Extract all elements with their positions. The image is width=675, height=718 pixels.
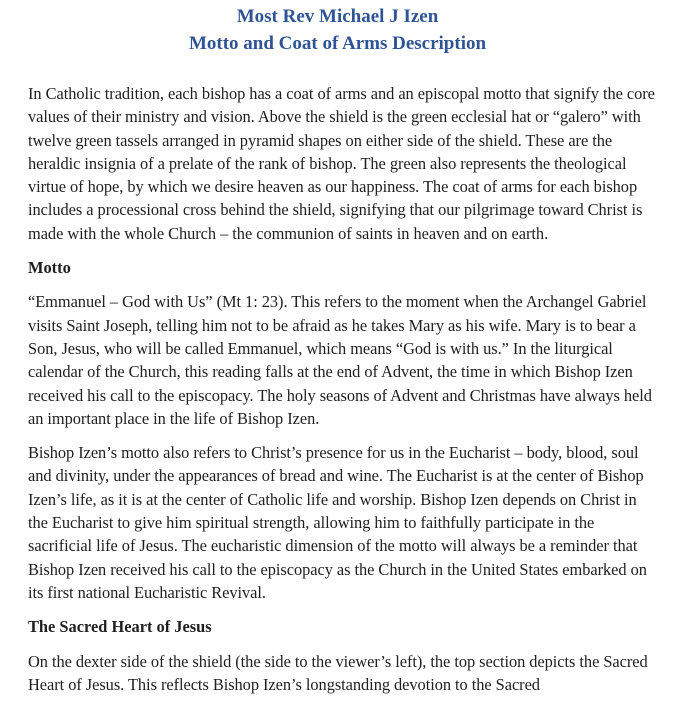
intro-paragraph: In Catholic tradition, each bishop has a coat of arms and an episcopal motto that signify the core values of their ministry and vision. Above the shield is the green ecclesial hat or “galero” with twelve green tassels arranged in pyramid shapes on either side of the shield. These are the heraldic insignia of a prelate of the rank of bishop. The green also represents the theological virtue of hope, by which we desire heaven as our happiness. The coat of arms for each bishop includes a processional cross behind the shield, signifying that our pilgrimage toward Christ is made with the whole Church – the communion of saints in heaven and on earth.	[28, 84, 655, 243]
motto-paragraph-1: “Emmanuel – God with Us” (Mt 1: 23). This refers to the moment when the Archangel Gabriel visits Saint Joseph, telling him not to be afraid as he takes Mary as his wife. Mary is to bear a Son, Jesus, who will be called Emmanuel, which means “God is with us.” In the liturgical calendar of the Church, this reading falls at the end of Advent, the time in which Bishop Izen received his call to the episcopacy. The holy seasons of Advent and Christmas have always held an important place in the life of Bishop Izen.	[28, 292, 652, 428]
document-body	[28, 82, 658, 696]
title-subject: Motto and Coat of Arms Description	[188, 33, 487, 54]
motto-paragraph-2: Bishop Izen’s motto also refers to Christ’s presence for us in the Eucharist – body, blood, soul and divinity, under the appearances of bread and wine. The Eucharist is at the center of Bishop Izen’s life, as it is at the center of Catholic life and worship. Bishop Izen depends on Christ in the Eucharist to give him spiritual strength, allowing him to faithfully participate in the sacrificial life of Jesus. The eucharistic dimension of the motto will always be a reminder that Bishop Izen received his call to the episcopacy as the Church in the United States embarked on its first national Eucharistic Revival.	[28, 443, 647, 602]
title-name: Most Rev Michael J Izen	[236, 6, 439, 27]
sacred-heart-heading: The Sacred Heart of Jesus	[28, 617, 212, 637]
sacred-heart-paragraph: On the dexter side of the shield (the side to the viewer’s left), the top section depicts the Sacred Heart of Jesus. This reflects Bishop Izen’s longstanding devotion to the Sacred	[28, 651, 648, 694]
document-title	[0, 3, 675, 57]
motto-heading: Motto	[28, 258, 71, 278]
